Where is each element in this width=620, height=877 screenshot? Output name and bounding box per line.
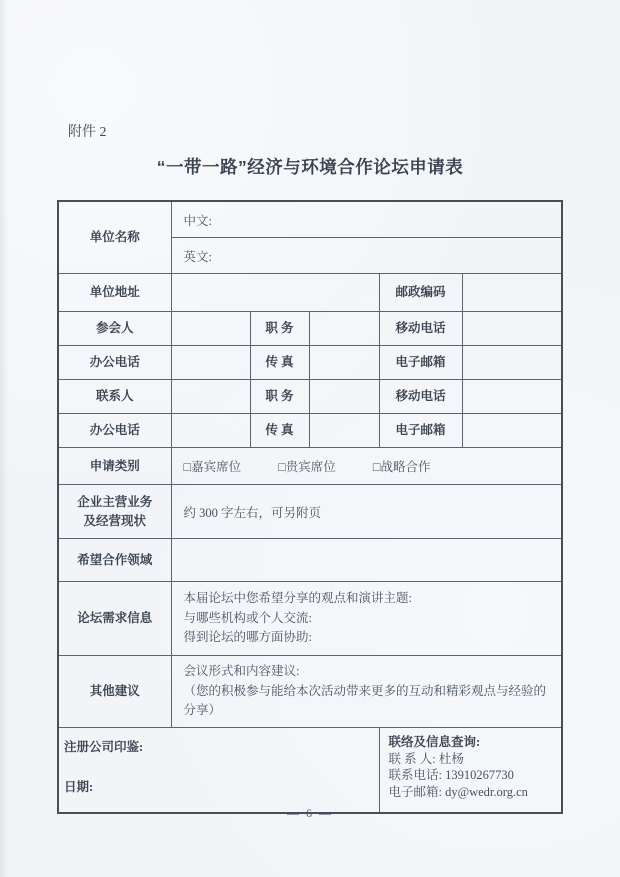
office-phone-label: 办公电话 xyxy=(58,346,171,380)
mobile-phone-label: 移动电话 xyxy=(379,312,462,346)
option-strategic-cooperation xyxy=(373,460,431,474)
unit-address-label: 单位地址 xyxy=(58,274,171,312)
mobile-phone-input-cell xyxy=(462,312,562,346)
option-guest-seat xyxy=(184,460,242,474)
unit-name-label: 单位名称 xyxy=(58,201,171,274)
position-input-cell xyxy=(309,380,379,414)
page-title: “一带一路”经济与环境合作论坛申请表 xyxy=(156,157,464,177)
participant-input-cell xyxy=(171,312,250,346)
mobile-phone-label: 移动电话 xyxy=(379,380,462,414)
contact-info-person: 联 系 人: 杜杨 xyxy=(388,751,464,766)
company-seal-label: 注册公司印鉴: xyxy=(64,740,144,754)
email-label: 电子邮箱 xyxy=(379,414,462,448)
row-unit-address xyxy=(58,274,562,312)
email-input-cell xyxy=(462,346,562,380)
main-business-label-line1: 企业主营业务 xyxy=(77,495,153,510)
forum-needs-content xyxy=(171,582,562,656)
option-label: 贵宾席位 xyxy=(285,460,336,474)
fax-input-cell xyxy=(309,346,379,380)
row-main-business xyxy=(58,485,562,539)
seal-date-cell xyxy=(58,728,379,814)
row-unit-name-cn xyxy=(58,201,562,238)
contact-info-email: 电子邮箱: dy@wedr.org.cn xyxy=(388,784,528,799)
participant-label: 参会人 xyxy=(58,312,171,346)
contact-person-label: 联系人 xyxy=(58,380,171,414)
option-label: 嘉宾席位 xyxy=(191,460,242,474)
apply-type-options xyxy=(171,448,562,485)
position-label: 职 务 xyxy=(250,312,309,346)
other-suggestions-line2: （您的积极参与能给本次活动带来更多的互动和精彩观点与经验的分享） xyxy=(183,683,547,718)
checkbox-icon: □ xyxy=(278,460,286,474)
checkbox-icon: □ xyxy=(183,460,192,474)
position-label: 职 务 xyxy=(250,380,309,414)
scan-edge-shadow xyxy=(0,0,8,877)
main-business-hint-cell: 约 300 字左右，可另附页 xyxy=(171,485,562,539)
unit-name-en-cell: 英文: xyxy=(171,238,562,274)
main-business-label-line2: 及经营现状 xyxy=(83,513,146,528)
postal-code-input-cell xyxy=(462,274,562,312)
unit-address-input-cell xyxy=(171,274,379,312)
email-input-cell xyxy=(462,414,562,448)
fax-input-cell xyxy=(309,414,379,448)
row-cooperation-field xyxy=(58,539,562,582)
office-phone-input-cell xyxy=(171,414,250,448)
unit-name-cn-cell: 中文: xyxy=(171,201,562,238)
main-business-label xyxy=(58,485,171,539)
other-suggestions-content xyxy=(171,656,562,728)
row-seal-and-contact xyxy=(58,728,562,814)
contact-info-title: 联络及信息查询: xyxy=(388,735,481,749)
cooperation-field-input-cell xyxy=(171,539,562,582)
other-suggestions-line1: 会议形式和内容建议: xyxy=(183,664,300,679)
row-other-suggestions xyxy=(58,656,562,728)
attachment-label: 附件 2 xyxy=(68,125,107,140)
email-label: 电子邮箱 xyxy=(379,346,462,380)
contact-info-phone: 联系电话: 13910267730 xyxy=(388,768,514,782)
option-vip-seat xyxy=(278,460,336,474)
row-contact-person xyxy=(58,380,562,414)
office-phone-input-cell xyxy=(171,346,250,380)
mobile-phone-input-cell xyxy=(462,380,562,414)
contact-person-input-cell xyxy=(171,380,250,414)
fax-label: 传 真 xyxy=(250,414,309,448)
row-participant xyxy=(58,312,562,346)
other-suggestions-label: 其他建议 xyxy=(58,656,171,728)
forum-needs-line: 得到论坛的哪方面协助: xyxy=(183,630,312,645)
option-label: 战略合作 xyxy=(380,460,431,474)
apply-type-label: 申请类别 xyxy=(58,448,171,485)
row-office-phone-1 xyxy=(58,346,562,380)
contact-info-cell xyxy=(379,728,562,814)
office-phone-label: 办公电话 xyxy=(58,414,171,448)
forum-needs-line: 本届论坛中您希望分享的观点和演讲主题: xyxy=(183,591,412,606)
row-office-phone-2 xyxy=(58,414,562,448)
application-form-table xyxy=(57,200,563,814)
forum-needs-label: 论坛需求信息 xyxy=(58,582,171,656)
fax-label: 传 真 xyxy=(250,346,309,380)
postal-code-label: 邮政编码 xyxy=(379,274,462,312)
row-forum-needs xyxy=(58,582,562,656)
position-input-cell xyxy=(309,312,379,346)
page-number: — 6 — xyxy=(287,806,333,820)
forum-needs-line: 与哪些机构或个人交流: xyxy=(183,610,312,625)
date-label: 日期: xyxy=(64,780,94,794)
checkbox-icon: □ xyxy=(372,460,381,474)
cooperation-field-label: 希望合作领域 xyxy=(58,539,171,582)
row-apply-type xyxy=(58,448,562,485)
